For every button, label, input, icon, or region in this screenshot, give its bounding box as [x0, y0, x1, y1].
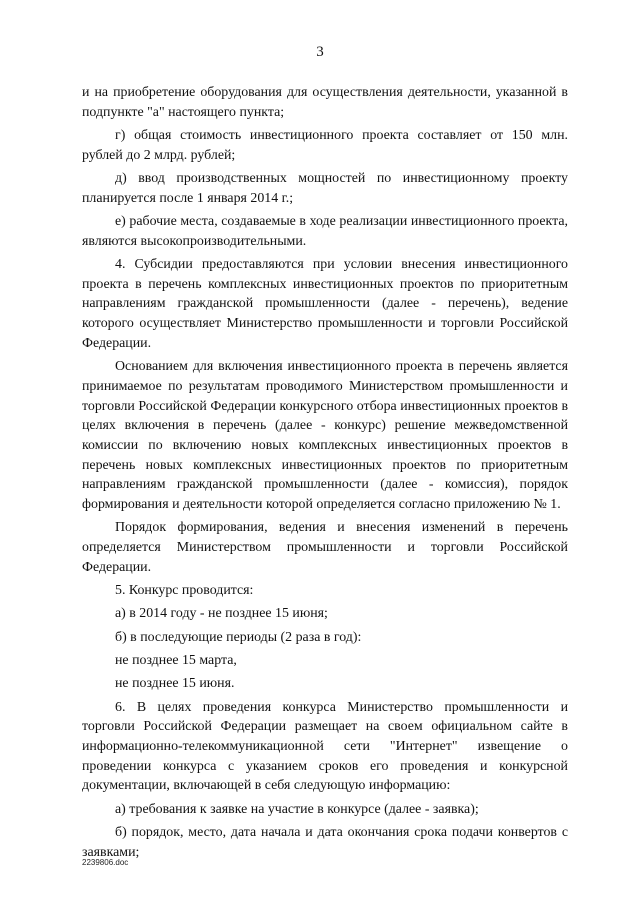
- paragraph: не позднее 15 марта,: [115, 652, 237, 668]
- paragraph: б) в последующие периоды (2 раза в год):: [115, 629, 362, 645]
- paragraph: и на приобретение оборудования для осуществления деятельности, указанной в подпункте "а" настоящего пункта;: [82, 85, 568, 120]
- page-number: 3: [316, 44, 324, 60]
- paragraph: г) общая стоимость инвестиционного проекта составляет от 150 млн. рублей до 2 млрд. рублей;: [82, 128, 568, 163]
- paragraph: Порядок формирования, ведения и внесения изменений в перечень определяется Министерством промышленности и торговли Российской Федерации.: [82, 520, 568, 575]
- paragraph: б) порядок, место, дата начала и дата окончания срока подачи конвертов с заявками;: [82, 824, 568, 860]
- paragraph: 4. Субсидии предоставляются при условии внесения инвестиционного проекта в перечень комплексных инвестиционных проектов по приоритетным направлениям гражданской промышленности (далее - перечень), ведение которого осуществляет Министерство промышленности и торговли Российской Федерации.: [82, 257, 568, 351]
- paragraph: Основанием для включения инвестиционного проекта в перечень является принимаемое по результатам проводимого Министерством промышленности и торговли Российской Федерации конкурсного отбора инвестиционных проектов в целях включения в перечень (далее - конкурс) решение межведомственной комиссии по включению новых комплексных инвестиционных проектов в перечень новых комплексных инвестиционных проектов по приоритетным направлениям гражданской промышленности (далее - комиссия), порядок формирования и деятельности которой определяется согласно приложению № 1.: [82, 359, 568, 513]
- paragraph: а) требования к заявке на участие в конкурсе (далее - заявка);: [115, 801, 479, 817]
- paragraph: 5. Конкурс проводится:: [115, 583, 254, 599]
- paragraph: д) ввод производственных мощностей по инвестиционному проекту планируется после 1 января 2014 г.;: [82, 171, 568, 206]
- paragraph: а) в 2014 году - не позднее 15 июня;: [115, 606, 328, 622]
- document-body: [82, 83, 568, 866]
- paragraph: е) рабочие места, создаваемые в ходе реализации инвестиционного проекта, являются высокопроизводительными.: [82, 214, 568, 249]
- file-name-footer: 2239806.doc: [82, 858, 129, 867]
- paragraph: 6. В целях проведения конкурса Министерство промышленности и торговли Российской Федерации размещает на своем официальном сайте в информационно-телекоммуникационной сети "Интернет" извещение о проведении конкурса с указанием сроков его проведения и конкурсной документации, включающей в себя следующую информацию:: [82, 699, 568, 794]
- paragraph: не позднее 15 июня.: [115, 676, 235, 692]
